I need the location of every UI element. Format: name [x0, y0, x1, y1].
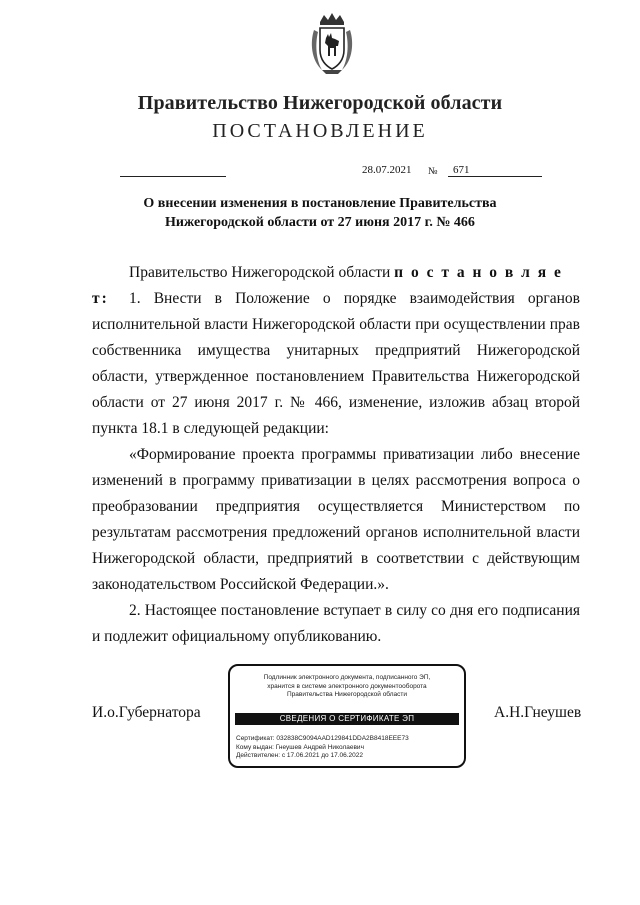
stamp-certificate-bar: СВЕДЕНИЯ О СЕРТИФИКАТЕ ЭП: [235, 713, 459, 725]
paragraph-1: 1. Внести в Положение о порядке взаимодействия органов исполнительной власти Нижегородской области при осуществлении прав собственника имущества унитарных предприятий Нижегородской области, утвержденное постановлением Правительства Нижегородской области от 27 июня 2017 г. № 466, изменение, изложив абзац второй пункта 18.1 в следующей редакции:: [92, 290, 580, 437]
document-type: ПОСТАНОВЛЕНИЕ: [212, 120, 428, 142]
registration-number-line: [448, 176, 542, 177]
coat-of-arms-icon: [308, 12, 356, 76]
stamp-line-2: хранится в системе электронного документооборота: [267, 682, 427, 690]
registration-number-label: №: [428, 166, 438, 177]
stamp-details: [236, 735, 458, 761]
signer-name: А.Н.Гнеушев: [494, 704, 582, 721]
stamp-header: [236, 674, 458, 700]
government-title: Правительство Нижегородской области: [137, 92, 503, 114]
electronic-signature-stamp: [228, 664, 466, 768]
registration-date: 28.07.2021: [362, 164, 412, 176]
stamp-line-1: Подлинник электронного документа, подписанного ЭП,: [263, 674, 431, 681]
paragraph-2: 2. Настоящее постановление вступает в силу со дня его подписания и подлежит официальному опубликованию.: [92, 602, 580, 645]
intro-prefix: Правительство Нижегородской области: [129, 264, 395, 281]
signer-position: И.о.Губернатора: [92, 704, 201, 721]
registration-number: 671: [453, 164, 470, 176]
stamp-validity: Действителен: с 17.06.2021 до 17.06.2022: [236, 752, 364, 759]
stamp-issued-to: Кому выдан: Гнеушев Андрей Николаевич: [236, 743, 364, 751]
registration-blank-line: [120, 176, 226, 177]
intro-resolves: п о с т а н о в л я е т:: [92, 264, 563, 307]
stamp-certificate: Сертификат: 032838C9094AAD129841DDA2B8418EEE73: [236, 735, 409, 742]
quoted-amendment: «Формирование проекта программы приватизации либо внесение изменений в программу приватизации в целях рассмотрения вопроса о преобразовании предприятия осуществляется Министерством по результатам рассмотрения предложений органов исполнительной власти Нижегородской области, предприятий в соответствии с действующим законодательством Российской Федерации.».: [92, 446, 580, 593]
document-subject: О внесении изменения в постановление Правительства Нижегородской области от 27 июня 2017 г. № 466: [143, 196, 497, 230]
stamp-line-3: Правительства Нижегородской области: [286, 691, 408, 698]
